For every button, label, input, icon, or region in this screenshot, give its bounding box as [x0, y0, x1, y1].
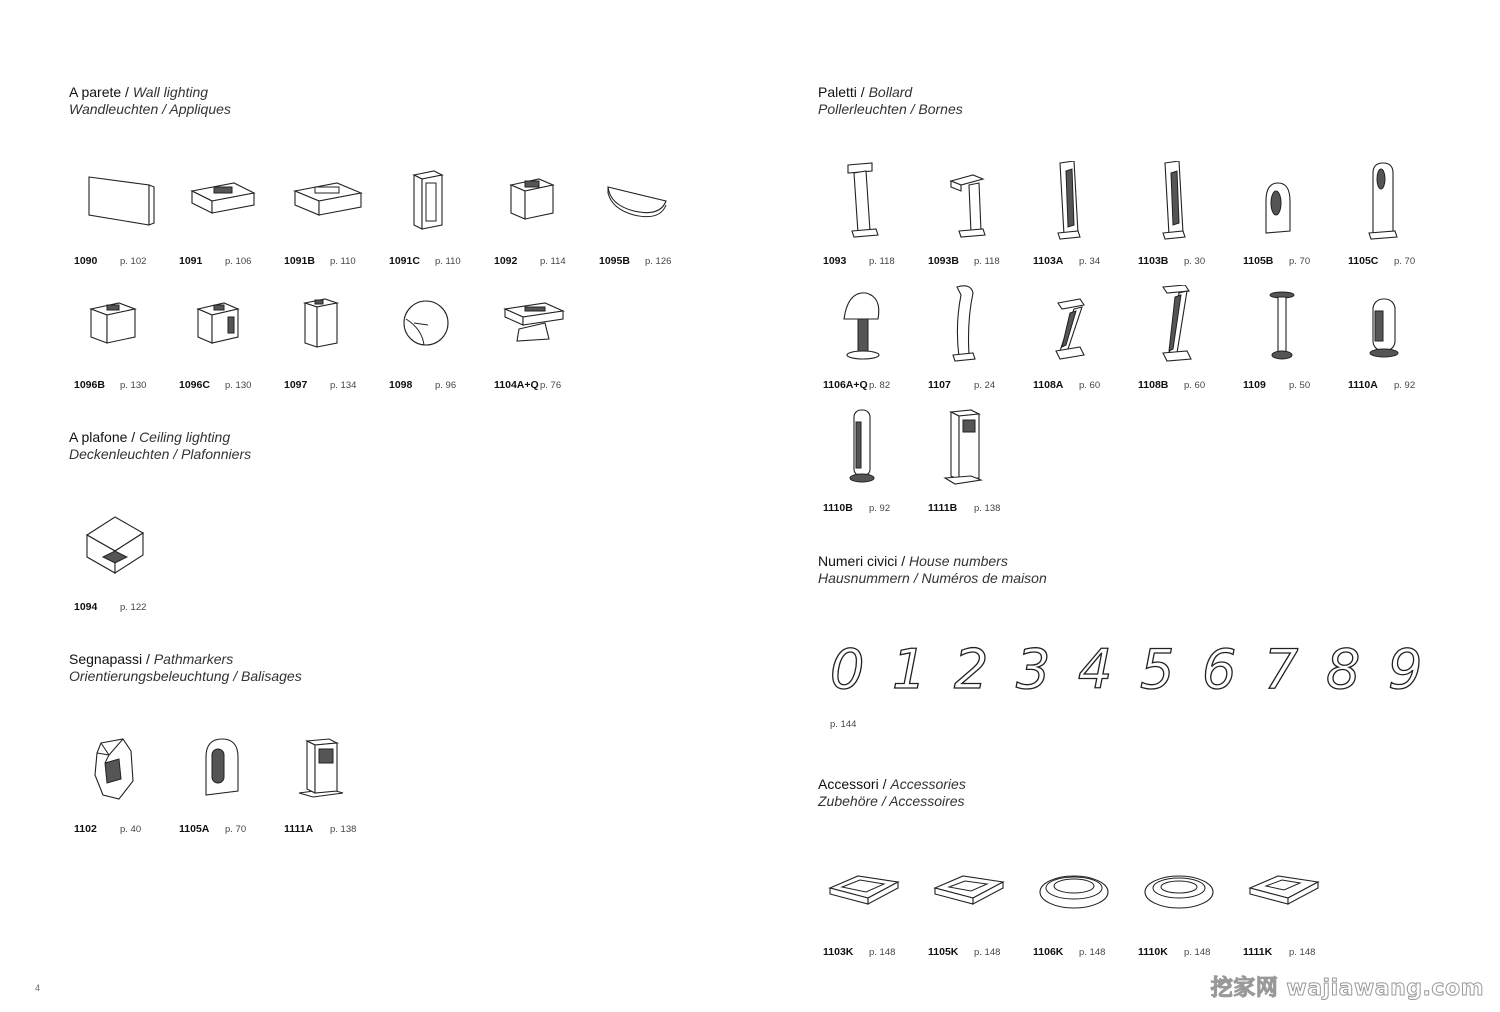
- product-1103B[interactable]: 1103B p. 30: [1133, 161, 1238, 276]
- wall-box-wide-icon: [279, 161, 369, 251]
- digit-8: 8: [1326, 638, 1361, 701]
- z-bollard-tall-icon: [1133, 285, 1223, 375]
- watermark: 挖家网 wajiawang.com: [1210, 976, 1484, 1001]
- section-subtitle: Zubehöre / Accessoires: [818, 793, 965, 809]
- product-1093B[interactable]: 1093B p. 118: [923, 161, 1028, 276]
- product-1105K[interactable]: 1105K p. 148: [923, 852, 1028, 967]
- product-1103A[interactable]: 1103A p. 34: [1028, 161, 1133, 276]
- section-pathmarkers: [69, 651, 302, 685]
- section-title: A plafone / Ceiling lighting: [69, 429, 231, 445]
- cube-side-open-icon: [174, 285, 264, 375]
- product-1094[interactable]: 1094 p. 122: [69, 507, 174, 622]
- product-1106K[interactable]: 1106K p. 148: [1028, 852, 1133, 967]
- product-1102[interactable]: 1102 p. 40: [69, 729, 174, 844]
- cube-open-icon: [69, 285, 159, 375]
- product-1096B[interactable]: 1096B p. 130: [69, 285, 174, 400]
- product-1106A+Q[interactable]: 1106A+Q p. 82: [818, 285, 923, 400]
- slot-bollard-icon: [1028, 161, 1118, 251]
- post-marker-icon: [279, 729, 369, 819]
- arched-bollard-tall-icon: [1343, 161, 1433, 251]
- digit-1: 1: [892, 638, 927, 701]
- digit-9: 9: [1388, 638, 1423, 701]
- section-title: Numeri civici / House numbers: [818, 553, 1008, 569]
- product-1111B[interactable]: 1111B p. 138: [923, 408, 1028, 523]
- product-1111K[interactable]: 1111K p. 148: [1238, 852, 1343, 967]
- product-1105C[interactable]: 1105C p. 70: [1343, 161, 1448, 276]
- house-numbers-page: p. 144: [830, 719, 857, 730]
- section-wall-lighting: [69, 84, 231, 118]
- product-1105B[interactable]: 1105B p. 70: [1238, 161, 1343, 276]
- product-1110B[interactable]: 1110B p. 92: [818, 408, 923, 523]
- section-subtitle: Orientierungsbeleuchtung / Balisages: [69, 668, 302, 684]
- section-subtitle: Hausnummern / Numéros de maison: [818, 570, 1047, 586]
- arched-marker-icon: [174, 729, 264, 819]
- wall-cube-icon: [489, 161, 579, 251]
- ceiling-cube-icon: [69, 507, 159, 597]
- product-1109[interactable]: 1109 p. 50: [1238, 285, 1343, 400]
- product-1098[interactable]: 1098 p. 96: [384, 285, 489, 400]
- product-1092[interactable]: 1092 p. 114: [489, 161, 594, 276]
- section-accessories: [818, 776, 966, 810]
- section-subtitle: Wandleuchten / Appliques: [69, 101, 231, 117]
- digit-5: 5: [1140, 638, 1175, 701]
- cylinder-bollard-tall-icon: [818, 408, 908, 498]
- product-1110A[interactable]: 1110A p. 92: [1343, 285, 1448, 400]
- vertical-wall-box-icon: [384, 161, 474, 251]
- half-moon-wall-icon: [594, 161, 684, 251]
- square-base-plate-b-icon: [923, 852, 1013, 942]
- hook-bollard-icon: [818, 161, 908, 251]
- product-1091C[interactable]: 1091C p. 110: [384, 161, 489, 276]
- product-1091B[interactable]: 1091B p. 110: [279, 161, 384, 276]
- product-1097[interactable]: 1097 p. 134: [279, 285, 384, 400]
- slot-bollard-tall-icon: [1133, 161, 1223, 251]
- product-1108A[interactable]: 1108A p. 60: [1028, 285, 1133, 400]
- section-house-numbers: [818, 553, 1047, 587]
- product-1111A[interactable]: 1111A p. 138: [279, 729, 384, 844]
- pole-bollard-icon: [1238, 285, 1328, 375]
- digit-3: 3: [1016, 638, 1051, 701]
- section-title: Segnapassi / Pathmarkers: [69, 651, 234, 667]
- digit-6: 6: [1202, 638, 1237, 701]
- digit-4: 4: [1078, 638, 1113, 701]
- digit-0: 0: [830, 638, 865, 701]
- curved-bollard-icon: [923, 285, 1013, 375]
- tall-cube-icon: [279, 285, 369, 375]
- rock-marker-icon: [69, 729, 159, 819]
- section-subtitle: Pollerleuchten / Bornes: [818, 101, 963, 117]
- wall-box-icon: [174, 161, 264, 251]
- post-bollard-icon: [923, 408, 1013, 498]
- angled-wall-lamp-icon: [489, 285, 579, 375]
- square-base-plate-icon: [818, 852, 908, 942]
- section-bollard: [818, 84, 963, 118]
- section-title: Accessori / Accessories: [818, 776, 966, 792]
- product-1108B[interactable]: 1108B p. 60: [1133, 285, 1238, 400]
- round-wall-disc-icon: [384, 285, 474, 375]
- section-title: A parete / Wall lighting: [69, 84, 209, 100]
- flat-wall-panel-icon: [69, 161, 159, 251]
- round-base-plate-b-icon: [1133, 852, 1223, 942]
- section-title: Paletti / Bollard: [818, 84, 913, 100]
- short-hook-bollard-icon: [923, 161, 1013, 251]
- mushroom-bollard-icon: [818, 285, 908, 375]
- product-1107[interactable]: 1107 p. 24: [923, 285, 1028, 400]
- product-1110K[interactable]: 1110K p. 148: [1133, 852, 1238, 967]
- product-1095B[interactable]: 1095B p. 126: [594, 161, 699, 276]
- z-bollard-short-icon: [1028, 285, 1118, 375]
- product-1105A[interactable]: 1105A p. 70: [174, 729, 279, 844]
- section-ceiling-lighting: [69, 429, 251, 463]
- digit-2: 2: [954, 638, 989, 701]
- section-subtitle: Deckenleuchten / Plafonniers: [69, 446, 252, 462]
- arched-bollard-short-icon: [1238, 161, 1328, 251]
- product-1096C[interactable]: 1096C p. 130: [174, 285, 279, 400]
- product-1103K[interactable]: 1103K p. 148: [818, 852, 923, 967]
- square-base-plate-c-icon: [1238, 852, 1328, 942]
- digit-7: 7: [1264, 638, 1299, 701]
- cylinder-bollard-short-icon: [1343, 285, 1433, 375]
- page-number-left: 4: [35, 983, 41, 993]
- product-1093[interactable]: 1093 p. 118: [818, 161, 923, 276]
- round-base-plate-icon: [1028, 852, 1118, 942]
- product-1104A+Q[interactable]: 1104A+Q p. 76: [489, 285, 594, 400]
- product-1090[interactable]: 1090 p. 102: [69, 161, 174, 276]
- house-number-digits[interactable]: [830, 640, 1430, 700]
- product-1091[interactable]: 1091 p. 106: [174, 161, 279, 276]
